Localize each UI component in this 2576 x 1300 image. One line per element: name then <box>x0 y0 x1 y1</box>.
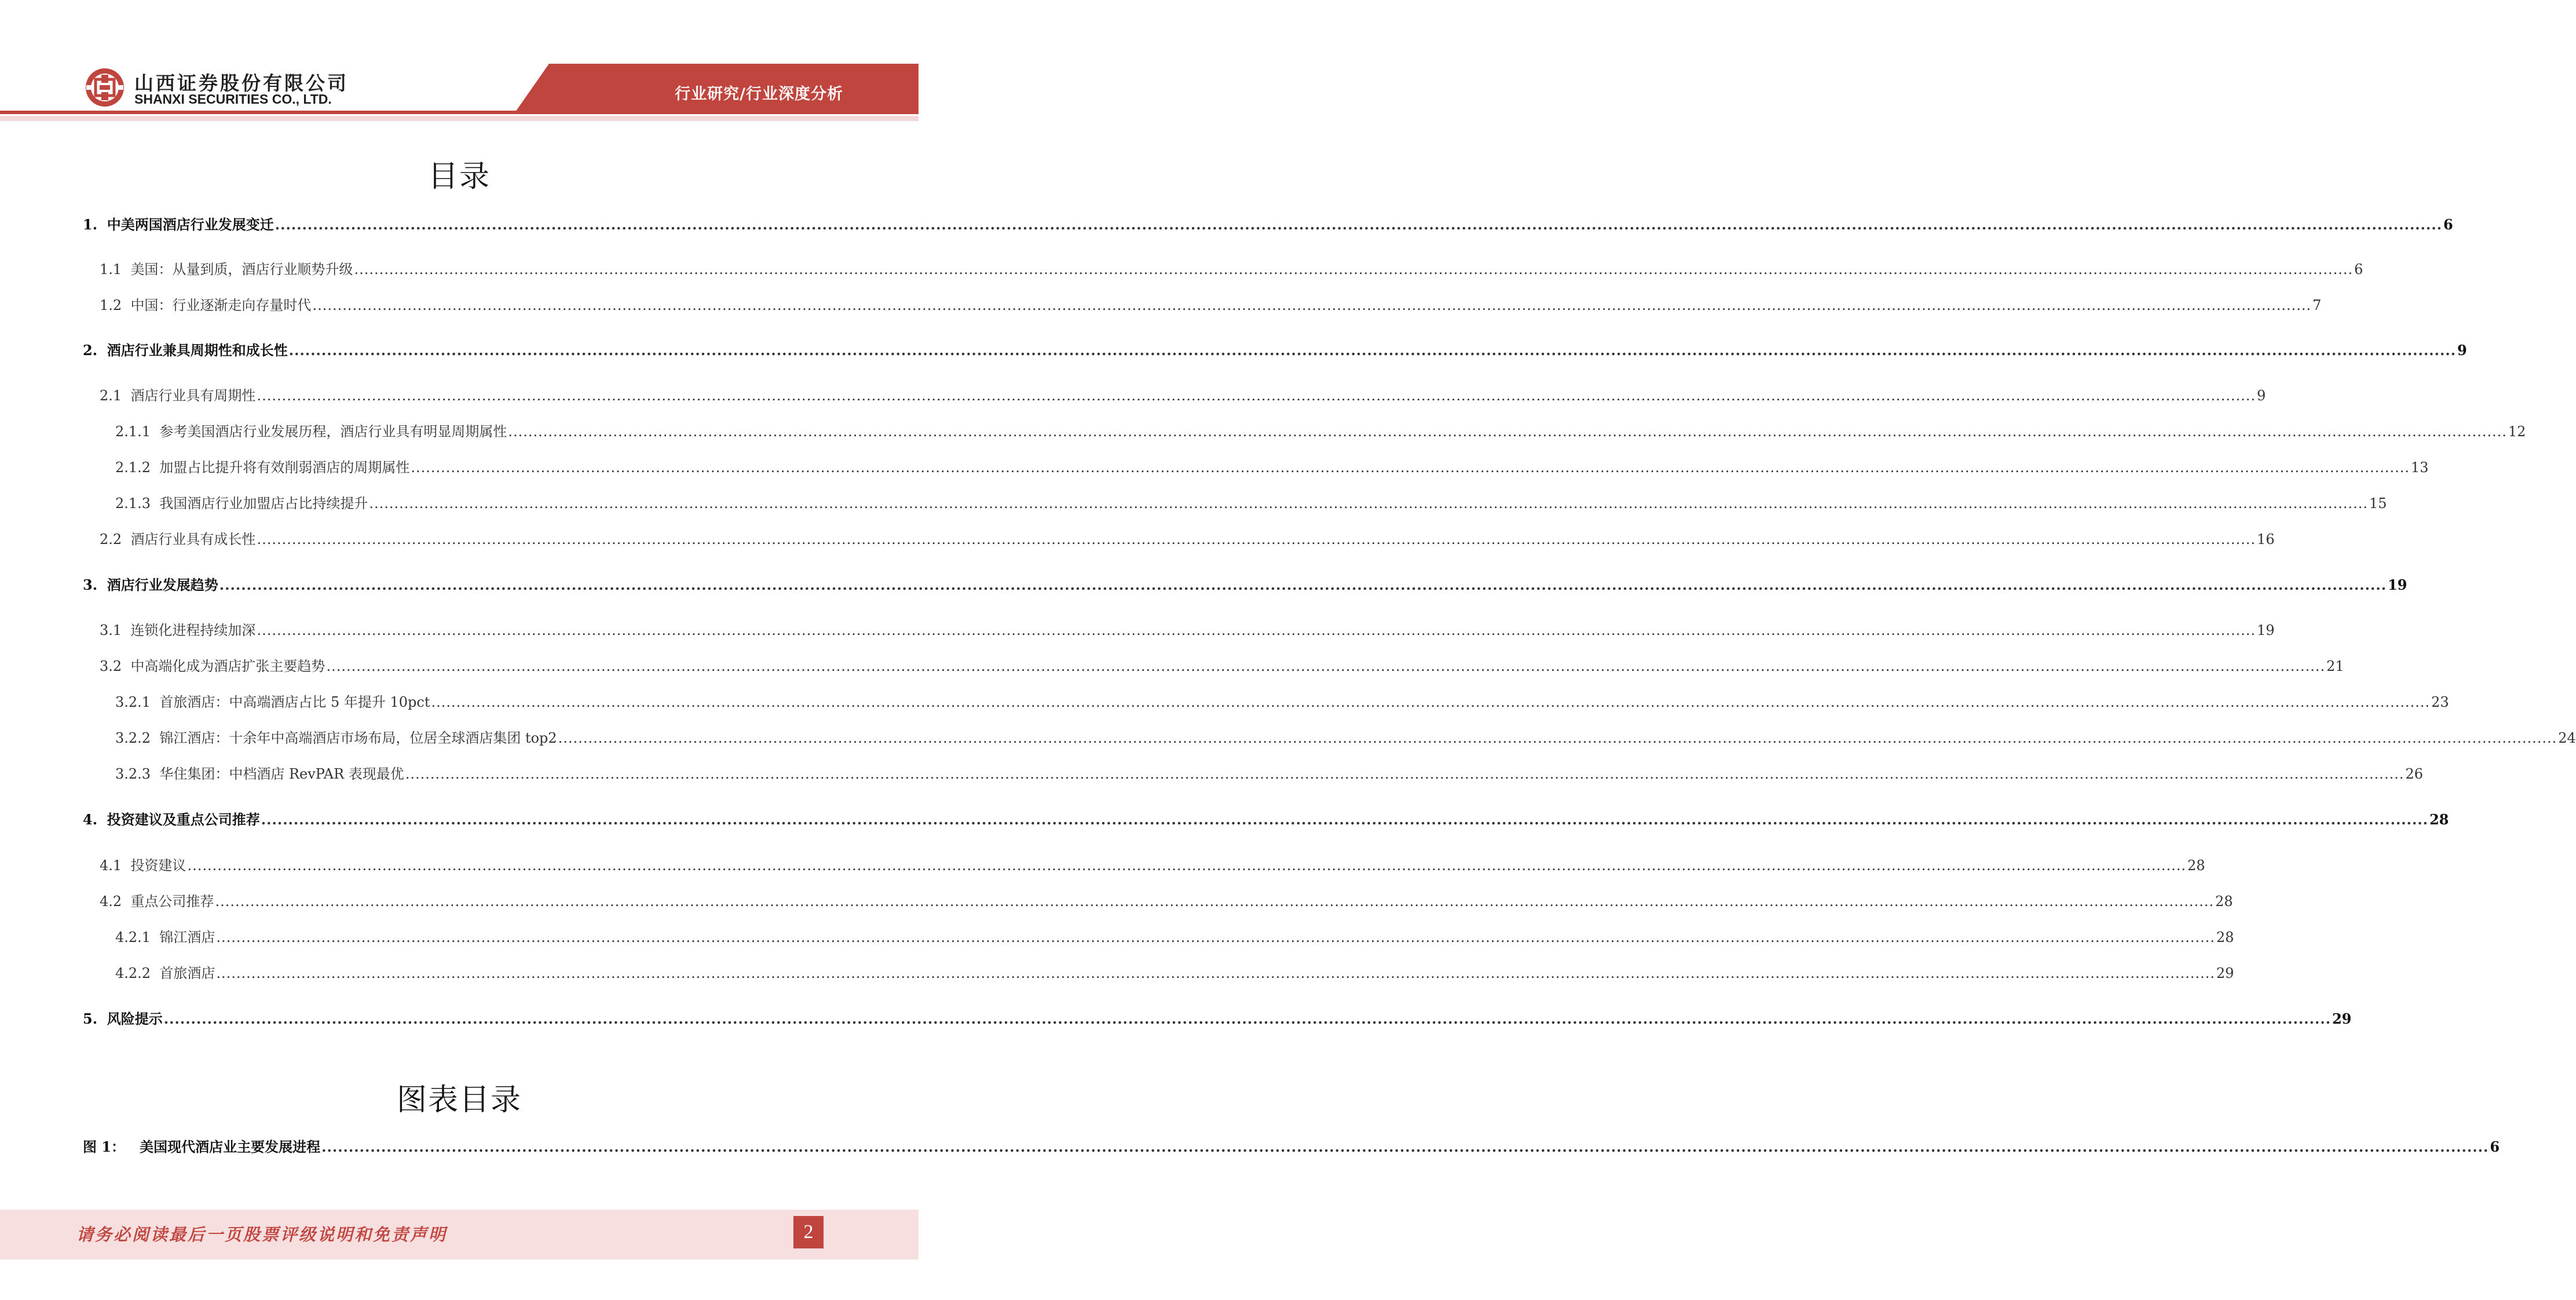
toc-entry-title: 酒店行业发展趋势 <box>107 576 218 593</box>
toc-entry[interactable] <box>115 492 2387 512</box>
toc-entry[interactable] <box>100 619 2275 639</box>
toc-entry-number: 2.1.1 <box>115 423 160 440</box>
toc-leader-dots: ................................................................................................................................................................................................................................................................................................................................................................................................................ <box>431 694 2431 710</box>
toc-entry[interactable] <box>100 854 2205 874</box>
toc-entry-page: 28 <box>2215 893 2233 910</box>
toc-entry-title: 首旅酒店 <box>159 965 215 981</box>
toc-entry-number: 1.1 <box>100 261 131 277</box>
toc-entry-page: 19 <box>2257 622 2275 638</box>
toc-entry[interactable] <box>115 962 2234 982</box>
toc-entry[interactable] <box>83 213 2453 233</box>
toc-entry[interactable] <box>83 574 2407 594</box>
toc-entry-title: 中高端化成为酒店扩张主要趋势 <box>130 658 325 674</box>
toc-entry[interactable] <box>83 1007 2352 1028</box>
toc-entry-number: 4.2.1 <box>115 929 160 945</box>
page-header <box>0 0 919 125</box>
toc-entry-title: 锦江酒店 <box>159 929 215 945</box>
toc-entry-page: 6 <box>2354 261 2363 277</box>
toc-entry-number: 1. <box>83 216 107 233</box>
toc-entry-number: 2.1 <box>100 388 131 404</box>
toc-entry-title: 华住集团：中档酒店 RevPAR 表现最优 <box>159 766 404 782</box>
toc-entry-page: 6 <box>2490 1138 2500 1155</box>
toc-entry-title: 酒店行业具有周期性 <box>130 388 256 404</box>
toc-leader-dots: ................................................................................................................................................................................................................................................................................................................................................................................................................ <box>354 261 2353 277</box>
toc-entry-page: 13 <box>2410 459 2429 476</box>
toc-entry-title: 投资建议 <box>130 857 186 874</box>
toc-leader-dots: ................................................................................................................................................................................................................................................................................................................................................................................................................ <box>215 893 2214 910</box>
toc-entry-title: 锦江酒店：十余年中高端酒店市场布局，位居全球酒店集团 top2 <box>159 730 557 746</box>
toc-entry[interactable] <box>115 726 2576 747</box>
figure-toc-title: 图表目录 <box>396 1083 522 1118</box>
toc-entry-title: 加盟占比提升将有效削弱酒店的周期属性 <box>159 459 410 476</box>
toc-entry-page: 12 <box>2508 423 2526 440</box>
toc-entry[interactable] <box>115 456 2429 476</box>
toc-leader-dots: ................................................................................................................................................................................................................................................................................................................................................................................................................ <box>216 929 2215 945</box>
toc-entry-number: 5. <box>83 1010 107 1027</box>
toc-entry-page: 15 <box>2369 495 2387 512</box>
toc-leader-dots: ................................................................................................................................................................................................................................................................................................................................................................................................................ <box>257 622 2256 638</box>
toc-entry-title: 我国酒店行业加盟店占比持续提升 <box>159 495 368 512</box>
toc-leader-dots: ................................................................................................................................................................................................................................................................................................................................................................................................................ <box>405 766 2405 782</box>
toc-entry-title: 酒店行业具有成长性 <box>130 531 256 547</box>
toc-entry[interactable] <box>100 655 2344 675</box>
toc-entry-number: 2.2 <box>100 531 131 547</box>
toc-leader-dots: ................................................................................................................................................................................................................................................................................................................................................................................................................ <box>275 216 2442 233</box>
toc-entry-page: 24 <box>2558 730 2576 746</box>
toc-entry-title: 美国：从量到质，酒店行业顺势升级 <box>130 261 353 277</box>
toc-leader-dots: ................................................................................................................................................................................................................................................................................................................................................................................................................ <box>558 730 2557 746</box>
toc-entry-number: 2. <box>83 342 107 359</box>
toc-entry-number: 3.1 <box>100 622 131 638</box>
toc-leader-dots: ................................................................................................................................................................................................................................................................................................................................................................................................................ <box>219 576 2387 593</box>
toc-entry-page: 29 <box>2216 965 2234 981</box>
toc-entry-page: 23 <box>2431 694 2449 710</box>
disclaimer-notice[interactable]: 请务必阅读最后一页股票评级说明和免责声明 <box>76 1225 448 1244</box>
page-number: 2 <box>793 1216 824 1248</box>
toc-leader-dots: ................................................................................................................................................................................................................................................................................................................................................................................................................ <box>257 388 2256 404</box>
toc-entry[interactable] <box>115 420 2526 440</box>
toc-leader-dots: ................................................................................................................................................................................................................................................................................................................................................................................................................ <box>508 423 2507 440</box>
toc-entry-title: 酒店行业兼具周期性和成长性 <box>107 342 288 359</box>
toc-entry-page: 28 <box>2216 929 2234 945</box>
toc-entry[interactable] <box>115 926 2234 946</box>
toc-entry-number: 3. <box>83 576 107 593</box>
toc-entry[interactable] <box>115 762 2423 783</box>
toc-entry-number: 图 1： <box>83 1138 140 1155</box>
toc-entry-title: 投资建议及重点公司推荐 <box>107 811 260 828</box>
toc-entry-number: 3.2.3 <box>115 766 160 782</box>
toc-entry-number: 3.2 <box>100 658 131 674</box>
toc-entry-title: 风险提示 <box>107 1010 163 1027</box>
toc-entry-page: 9 <box>2257 388 2266 404</box>
toc-entry-number: 4.2.2 <box>115 965 160 981</box>
toc-entry-number: 4.2 <box>100 893 131 910</box>
toc-entry-title: 中美两国酒店行业发展变迁 <box>107 216 274 233</box>
toc-entry-number: 4. <box>83 811 107 828</box>
toc-entry[interactable] <box>100 294 2322 314</box>
toc-entry[interactable] <box>115 691 2449 711</box>
toc-leader-dots: ................................................................................................................................................................................................................................................................................................................................................................................................................ <box>321 1138 2489 1155</box>
toc-entry[interactable] <box>100 890 2233 910</box>
toc-leader-dots: ................................................................................................................................................................................................................................................................................................................................................................................................................ <box>216 965 2215 981</box>
toc-entry-title: 美国现代酒店业主要发展进程 <box>140 1138 321 1155</box>
toc-entry[interactable] <box>100 384 2266 404</box>
company-logo-icon <box>84 67 126 108</box>
toc-entry-number: 3.2.2 <box>115 730 160 746</box>
toc-entry-number: 2.1.2 <box>115 459 160 476</box>
toc-leader-dots: ................................................................................................................................................................................................................................................................................................................................................................................................................ <box>257 531 2256 547</box>
toc-title: 目录 <box>427 159 491 194</box>
report-category: 行业研究/行业深度分析 <box>675 85 843 103</box>
toc-entry[interactable] <box>83 808 2449 828</box>
toc-leader-dots: ................................................................................................................................................................................................................................................................................................................................................................................................................ <box>411 459 2410 476</box>
toc-entry-page: 19 <box>2387 576 2407 593</box>
toc-entry-page: 7 <box>2312 297 2322 313</box>
toc-entry-page: 9 <box>2457 342 2467 359</box>
toc-entry-page: 16 <box>2257 531 2275 547</box>
toc-leader-dots: ................................................................................................................................................................................................................................................................................................................................................................................................................ <box>163 1010 2331 1027</box>
toc-entry-title: 重点公司推荐 <box>130 893 214 910</box>
toc-leader-dots: ................................................................................................................................................................................................................................................................................................................................................................................................................ <box>312 297 2311 313</box>
toc-entry-number: 1.2 <box>100 297 131 313</box>
toc-leader-dots: ................................................................................................................................................................................................................................................................................................................................................................................................................ <box>369 495 2368 512</box>
toc-entry-title: 连锁化进程持续加深 <box>130 622 256 638</box>
toc-entry-page: 28 <box>2187 857 2205 874</box>
toc-entry-page: 21 <box>2326 658 2344 674</box>
toc-entry-page: 26 <box>2405 766 2423 782</box>
toc-leader-dots: ................................................................................................................................................................................................................................................................................................................................................................................................................ <box>326 658 2325 674</box>
toc-entry[interactable] <box>83 1135 2500 1156</box>
toc-leader-dots: ................................................................................................................................................................................................................................................................................................................................................................................................................ <box>261 811 2428 828</box>
toc-entry-number: 2.1.3 <box>115 495 160 512</box>
toc-leader-dots: ................................................................................................................................................................................................................................................................................................................................................................................................................ <box>187 857 2186 874</box>
toc-entry-number: 4.1 <box>100 857 131 874</box>
toc-leader-dots: ................................................................................................................................................................................................................................................................................................................................................................................................................ <box>288 342 2456 359</box>
company-name-cn: 山西证券股份有限公司 <box>134 72 349 94</box>
toc-entry[interactable] <box>100 528 2275 548</box>
toc-entry-title: 首旅酒店：中高端酒店占比 5 年提升 10pct <box>159 694 430 710</box>
toc-entry[interactable] <box>83 339 2467 359</box>
toc-entry-title: 中国：行业逐渐走向存量时代 <box>130 297 312 313</box>
toc-entry[interactable] <box>100 258 2363 278</box>
company-name-en: SHANXI SECURITIES CO., LTD. <box>134 92 332 107</box>
toc-entry-title: 参考美国酒店行业发展历程，酒店行业具有明显周期属性 <box>159 423 507 440</box>
toc-entry-page: 29 <box>2332 1010 2352 1027</box>
toc-entry-number: 3.2.1 <box>115 694 160 710</box>
toc-entry-page: 6 <box>2443 216 2453 233</box>
toc-entry-page: 28 <box>2429 811 2449 828</box>
